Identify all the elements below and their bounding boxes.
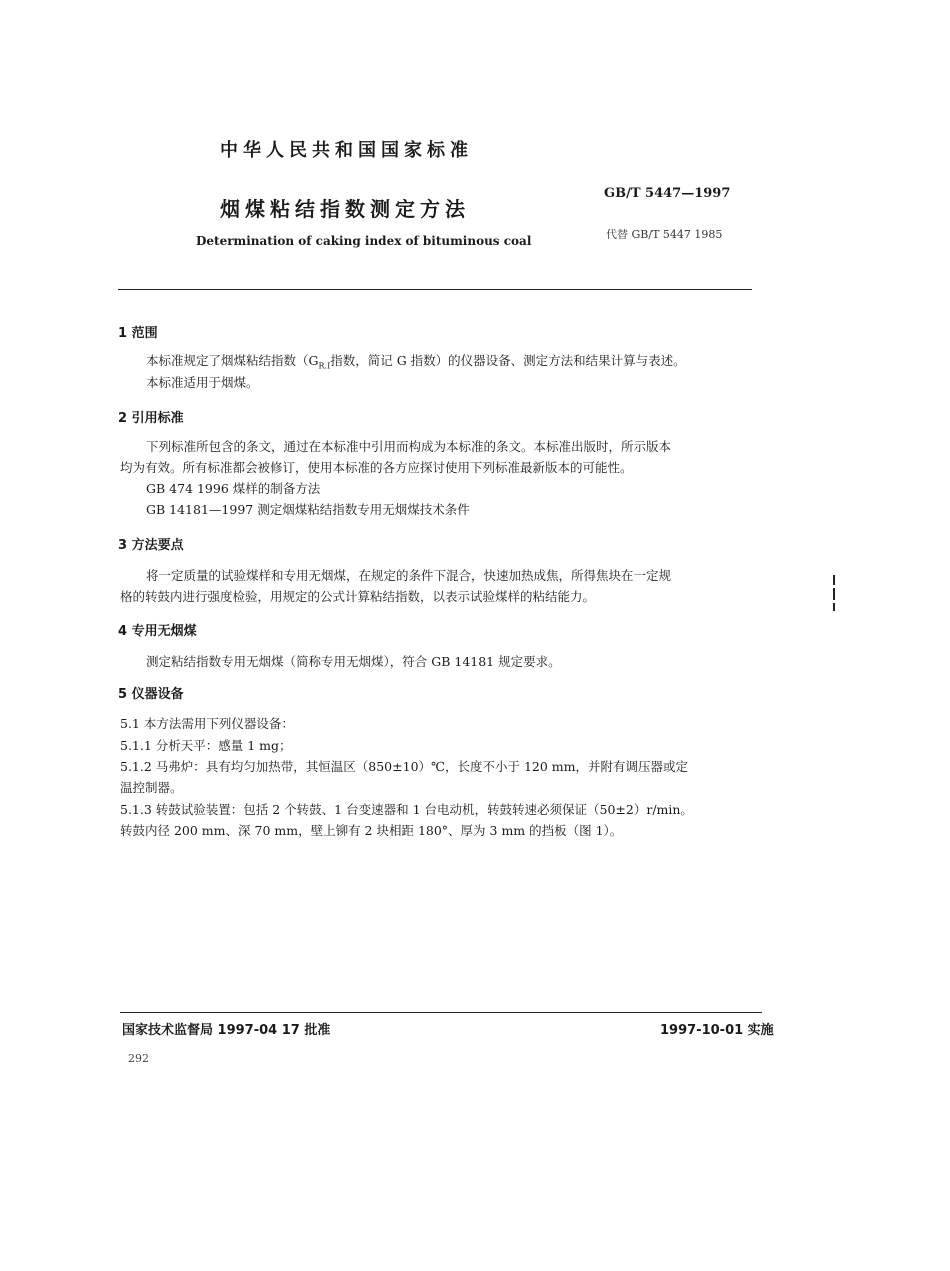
clause: 5.1.3 转鼓试验装置：包括 2 个转鼓、1 台变速器和 1 台电动机，转鼓转速必须保证（50±2）r/min。	[120, 802, 693, 817]
clause-continued: 转鼓内径 200 mm、深 70 mm，壁上铆有 2 块相距 180°、厚为 3 mm 的挡板（图 1）。	[120, 823, 623, 838]
section-heading: 4 专用无烟煤	[118, 624, 197, 639]
section-heading: 1 范围	[118, 326, 158, 341]
paragraph: 测定粘结指数专用无烟煤（简称专用无烟煤），符合 GB 14181 规定要求。	[146, 654, 561, 669]
standard-code: GB/T 5447—1997	[604, 186, 731, 201]
paragraph: 本标准适用于烟煤。	[146, 375, 259, 390]
clause: 5.1 本方法需用下列仪器设备：	[120, 716, 294, 731]
clause-continued: 温控制器。	[120, 780, 183, 795]
section-heading: 5 仪器设备	[118, 687, 184, 702]
national-standard-heading: 中华人民共和国国家标准	[220, 140, 473, 161]
replaces-standard: 代替 GB/T 5447 1985	[606, 228, 723, 241]
paragraph: 格的转鼓内进行强度检验，用规定的公式计算粘结指数，以表示试验煤样的粘结能力。	[120, 589, 596, 604]
clause: 5.1.1 分析天平：感量 1 mg；	[120, 738, 292, 753]
reference-item: GB 14181—1997 测定烟煤粘结指数专用无烟煤技术条件	[146, 502, 470, 517]
reference-item: GB 474 1996 煤样的制备方法	[146, 481, 321, 496]
section-heading: 3 方法要点	[118, 538, 184, 553]
revision-margin-mark	[833, 575, 836, 611]
document-title-english: Determination of caking index of bituminous coal	[196, 234, 532, 248]
effective-date: 1997-10-01 实施	[660, 1023, 774, 1038]
page-number: 292	[128, 1052, 149, 1065]
clause: 5.1.2 马弗炉：具有均匀加热带，其恒温区（850±10）℃，长度不小于 120 mm，并附有调压器或定	[120, 759, 689, 774]
approval-note: 国家技术监督局 1997-04 17 批准	[122, 1023, 331, 1038]
section-heading: 2 引用标准	[118, 411, 184, 426]
paragraph: 下列标准所包含的条文，通过在本标准中引用而构成为本标准的条文。本标准出版时，所示版本	[146, 439, 672, 454]
footer-divider	[120, 1012, 762, 1013]
paragraph: 将一定质量的试验煤样和专用无烟煤，在规定的条件下混合，快速加热成焦，所得焦块在一定规	[146, 568, 672, 583]
paragraph: 本标准规定了烟煤粘结指数（$G_{R.I}$指数，简记 G 指数）的仪器设备、测定方法和结果计算与表述。	[146, 353, 686, 371]
document-title: 烟煤粘结指数测定方法	[220, 197, 470, 221]
paragraph: 均为有效。所有标准都会被修订，使用本标准的各方应探讨使用下列标准最新版本的可能性。	[120, 460, 633, 475]
header-divider	[118, 289, 752, 290]
